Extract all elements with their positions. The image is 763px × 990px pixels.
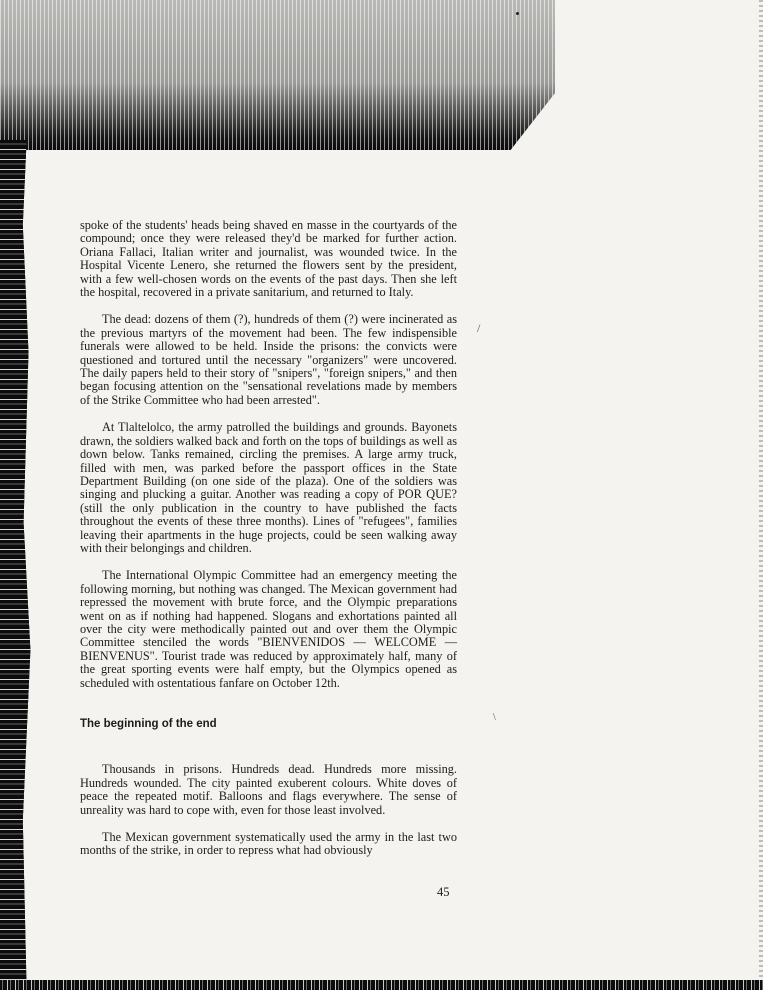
scan-mark: / [477, 321, 481, 335]
scan-speck [516, 12, 519, 15]
scan-right-edge [759, 0, 763, 990]
paragraph: Thousands in prisons. Hundreds dead. Hundreds more missing. Hundreds wounded. The city painted exuberent colours. White doves of peace the repeated motif. Balloons and flags everywhere. The sense of unreality was hard to cope with, even for those least involved. [80, 762, 457, 817]
paragraph: The dead: dozens of them (?), hundreds of them (?) were incinerated as the previous martyrs of the movement had been. The few indispensible funerals were allowed to be held. Inside the prisons: the convicts were questioned and tortured until the necessary "organizers" were uncovered. The daily papers held to their story of "snipers", "foreign snipers," and then began focusing attention on the "sensational revelations made by members of the Strike Committee who had been arrested". [80, 312, 457, 407]
paragraph: The Mexican government systematically used the army in the last two months of the strike, in order to repress what had obviously [80, 830, 457, 858]
scan-mark: \ [493, 712, 496, 723]
scan-top-artifact [0, 0, 555, 150]
paragraph: The International Olympic Committee had an emergency meeting the following morning, but nothing was changed. The Mexican government had repressed the movement with brute force, and the Olympic preparations went on as if nothing had happened. Slogans and exhortations painted all over the city were methodically painted out and over them the Olympic Committee stenciled the words "BIENVENIDOS — WELCOME — BIENVENUS". Tourist trade was reduced by approximately half, many of the great sporting events were half empty, but the Olympics opened as scheduled with ostentatious fanfare on October 12th. [80, 568, 457, 690]
scan-bottom-edge [0, 980, 763, 990]
page-number: 45 [437, 885, 450, 899]
scan-binding-edge [0, 140, 38, 990]
document-body [80, 219, 457, 872]
paragraph: spoke of the students' heads being shaved en masse in the courtyards of the compound; once they were released they'd be marked for further action. Oriana Fallaci, Italian writer and journalist, was wounded twice. In the Hospital Vicente Lenero, she returned the flowers sent by the president, with a few well-chosen words on the events of the past days. Then she left the hospital, recovered in a private sanitarium, and returned to Italy. [80, 218, 457, 300]
paragraph: At Tlaltelolco, the army patrolled the buildings and grounds. Bayonets drawn, the soldiers walked back and forth on the tops of buildings as well as down below. Tanks remained, circling the premises. A large army truck, filled with men, was parked before the passport offices in the State Department Building (on one side of the plaza). One of the soldiers was singing and plucking a guitar. Another was reading a copy of POR QUE? (still the only publication in the country to have published the facts throughout the events of these three months). Lines of "refugees", families leaving their apartments in the huge projects, could be seen walking away with their belongings and children. [80, 420, 457, 555]
section-heading: The beginning of the end [80, 718, 217, 730]
